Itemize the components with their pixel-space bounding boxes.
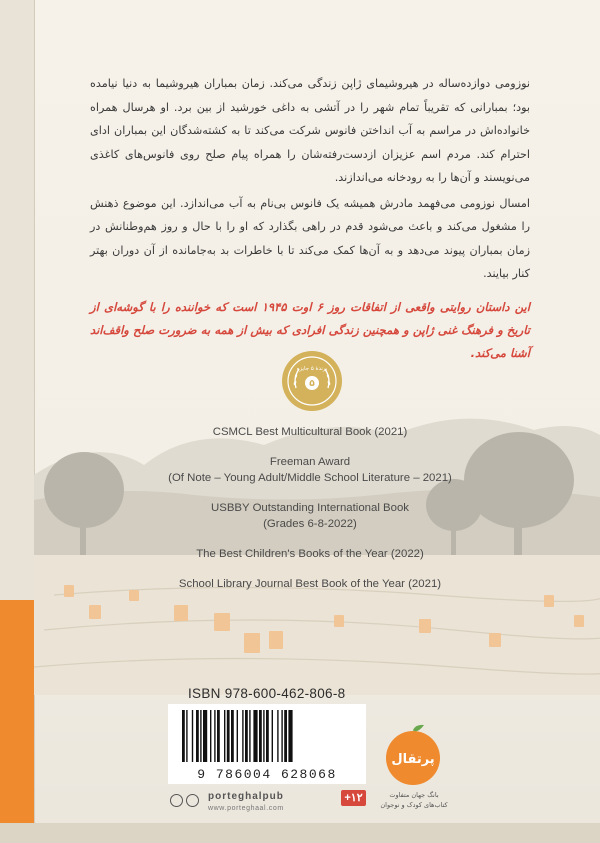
publisher-logo-orange-icon (380, 720, 446, 786)
website-url: www.porteghaal.com (208, 805, 284, 812)
synopsis-text (90, 72, 530, 288)
barcode-bars-icon (168, 704, 366, 766)
highlight-text: این داستان روایتی واقعی از اتفاقات روز ۶ اوت ۱۹۴۵ است که خواننده را با گوشه‌ای از تاریخ و فرهنگ غنی ژاپن و همچنین زندگی افرادی که بیش از همه به ضرورت صلح واقف‌اند آشنا می‌کند. (90, 300, 530, 360)
isbn-label: ISBN 978-600-462-806-8 (188, 686, 346, 701)
svg-text:۵: ۵ (309, 379, 315, 389)
award-item: CSMCL Best Multicultural Book (2021) (212, 426, 408, 438)
synopsis-paragraph-1: نوزومی دوازده‌ساله در هیروشیمای ژاپن زندگی می‌کند. زمان بمباران هیروشیما به دنیا نیامده بود؛ بمبارانی که تقریباً تمام شهر را در آتشی به داغی خورشید از بین برد. او هرسال همراه خانواده‌اش در مراسم به آب انداختن فانوس شرکت می‌کند تا به کشته‌شدگان این بمباران ادای احترام کند. مردم اسم عزیزان ازدست‌رفته‌شان را همراه پیام صلح روی فانوس‌های کاغذی می‌نویسند و آن‌ها را به رودخانه می‌اندازند. (90, 77, 530, 184)
publisher-tagline: بانگ جهان متفاوت کتاب‌های کودک و نوجوان (380, 791, 448, 809)
award-item: Freeman Award (Of Note – Young Adult/Middle School Literature – 2021) (168, 456, 452, 484)
telegram-icon (186, 794, 199, 807)
award-item: USBBY Outstanding International Book (Grades 6-8-2022) (211, 502, 409, 530)
spine-orange-band (0, 600, 34, 843)
seal-text: برندهٔ ۵ جایزه (296, 366, 328, 372)
instagram-icon (170, 794, 183, 807)
age-rating-badge: +۱۲ (341, 790, 366, 806)
award-item: School Library Journal Best Book of the Year (2021) (178, 578, 442, 590)
bottom-edge (0, 823, 600, 843)
award-seal-icon (281, 350, 343, 412)
synopsis-paragraph-2: امسال نوزومی می‌فهمد مادرش همیشه یک فانوس بی‌نام به آب می‌اندازد. این موضوع ذهنش را مشغول می‌کند و باعث می‌شود قدم در راهی بگذارد که او را با حال و روز هم‌وطنانش در زمان بمباران پیوند می‌دهد و به آن‌ها کمک می‌کند تا با خاطرات بد به‌جامانده از آن دوران بهتر کنار بیایند. (90, 196, 530, 280)
publisher-name: پرتقال (391, 752, 435, 767)
social-links (168, 790, 336, 822)
awards-list (150, 424, 470, 606)
social-handle: porteghalpub (208, 791, 284, 802)
barcode-digits: 9 786004 628068 (197, 767, 337, 782)
award-item: The Best Children's Books of the Year (2022) (196, 548, 424, 560)
